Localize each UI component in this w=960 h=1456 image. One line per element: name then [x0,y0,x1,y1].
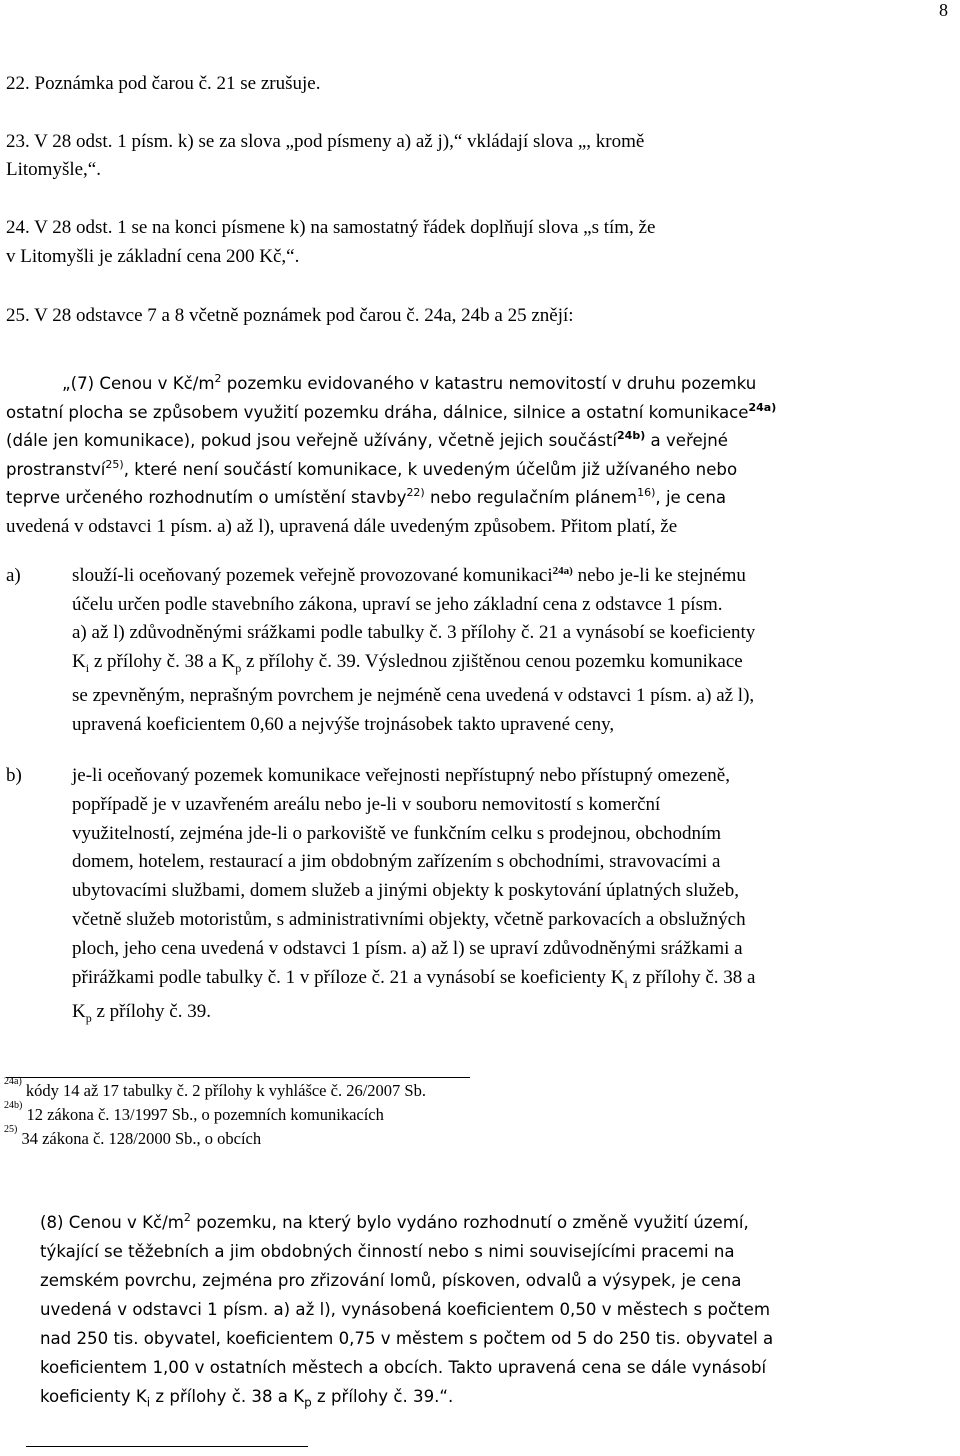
item-b [72,762,954,1033]
item-24-line1: 24. V 28 odst. 1 se na konci písmene k) na samostatný řádek doplňují slova „s tím, že [6,217,656,238]
item-a-line5: se zpevněným, neprašným povrchem je nejméně cena uvedená v odstavci 1 písm. a) až l), [72,685,755,707]
item-23-line1: 23. V 28 odst. 1 písm. k) se za slova „pod písmeny a) až j),“ vkládají slova „, kromě [6,131,645,152]
item-b-line4: domem, hotelem, restaurací a jim obdobným zařízením s obchodními, stravovacími a [72,851,721,873]
item-a [72,562,954,739]
item-a-line6: upravená koeficientem 0,60 a nejvýše trojnásobek takto upravené ceny, [72,713,615,735]
par8-line3: zemském povrchu, zejména pro zřizování lomů, pískoven, odvalů a výsypek, je cena [40,1271,742,1290]
item-b-line7: ploch, jeho cena uvedená v odstavci 1 písm. a) až l) se upraví zdůvodněnými srážkami a [72,937,743,959]
item-b-line9: $K_p$ z přílohy č. 39. [72,1001,211,1025]
page-number: 8 [939,0,948,20]
item-25: 25. V 28 odstavce 7 a 8 včetně poznámek pod čarou č. 24a, 24b a 25 znějí: [6,305,574,326]
item-23-line2: Litomyšle,“. [6,159,101,180]
footnote-24a: $^{24a)}$ kódy 14 až 17 tabulky č. 2 přílohy k vyhlášce č. 26/2007 Sb. [4,1076,426,1100]
par7-line2: ostatní plocha se způsobem využití pozemku dráha, dálnice, silnice a ostatní komunikace$^{24a)}$ [6,400,777,422]
par8-line6: koeficientem 1,00 v ostatních městech a obcích. Takto upravená cena se dále vynásobí [40,1358,767,1377]
par7-line3: (dále jen komunikace), pokud jsou veřejně užívány, včetně jejich součástí$^{24b)}$ a veřejné [6,429,728,451]
par7-line1: „(7) Cenou v $Kč/m^2$ pozemku evidovaného v katastru nemovitostí v druhu pozemku [62,372,757,393]
footnote-24b: $^{24b)}$ 12 zákona č. 13/1997 Sb., o pozemních komunikacích [4,1100,384,1124]
item-a-line2: účelu určen podle stavebního zákona, upraví se jeho základní cena z odstavce 1 písm. [72,593,723,615]
item-b-label: b) [6,765,22,786]
par8-line7: koeficienty $K_i$ z přílohy č. 38 a $K_p$ z přílohy č. 39.“. [40,1387,454,1410]
par7-line4: prostranství$^{25)}$, které není součástí komunikace, k uvedeným účelům již užívaného nebo [6,457,738,479]
item-a-line3: a) až l) zdůvodněnými srážkami podle tabulky č. 3 přílohy č. 21 a vynásobí se koeficienty [72,622,756,644]
item-b-line1: je-li oceňovaný pozemek komunikace veřejnosti nepřístupný nebo přístupný omezeně, [72,765,730,786]
item-b-line8: přirážkami podle tabulky č. 1 v příloze č. 21 a vynásobí se koeficienty $K_i$ z přílohy č. 38 a [72,966,756,991]
item-b-line3: využitelností, zejména jde-li o parkoviště ve funkčním celku s prodejnou, obchodním [72,822,722,844]
par8-line5: nad 250 tis. obyvatel, koeficientem 0,75 v městem s počtem od 5 do 250 tis. obyvatel a [40,1329,774,1348]
item-22: 22. Poznámka pod čarou č. 21 se zrušuje. [6,73,321,94]
footnote-rule [6,1077,470,1078]
paragraph-8 [40,1208,954,1417]
item-b-line6: včetně služeb motoristům, s administrativními objekty, včetně parkovacích a obslužných [72,908,746,930]
paragraph-7 [6,370,954,542]
footnote-25: $^{25)}$ 34 zákona č. 128/2000 Sb., o obcích [4,1124,262,1148]
bottom-footnote-rule [26,1446,308,1447]
par8-line4: uvedená v odstavci 1 písm. a) až l), vynásobená koeficientem 0,50 v městech s počtem [40,1300,771,1319]
item-24-line2: v Litomyšli je základní cena 200 Kč,“. [6,246,300,267]
par8-line2: týkající se těžebních a jim obdobných činností nebo s nimi souvisejícími pracemi na [40,1242,735,1261]
item-a-line4: $K_i$ z přílohy č. 38 a $K_p$ z přílohy č. 39. Výslednou zjištěnou cenou pozemku komunikace [72,650,743,675]
par7-line6: uvedená v odstavci 1 písm. a) až l), upravená dále uvedeným způsobem. Přitom platí, že [6,515,678,537]
par8-line1: (8) Cenou v $Kč/m^2$ pozemku, na který bylo vydáno rozhodnutí o změně využití území, [40,1211,749,1232]
item-a-label: a) [6,565,21,586]
item-a-line1: slouží-li oceňovaný pozemek veřejně provozované komunikaci$^{24a)}$ nebo je-li ke stejnému [72,565,746,586]
par7-line5: teprve určeného rozhodnutím o umístění stavby$^{22)}$ nebo regulačním plánem$^{16)}$, je cena [6,486,727,508]
item-b-line2: popřípadě je v uzavřeném areálu nebo je-li v souboru nemovitostí s komerční [72,793,661,815]
item-b-line5: ubytovacími službami, domem služeb a jinými objekty k poskytování úplatných služeb, [72,880,739,902]
